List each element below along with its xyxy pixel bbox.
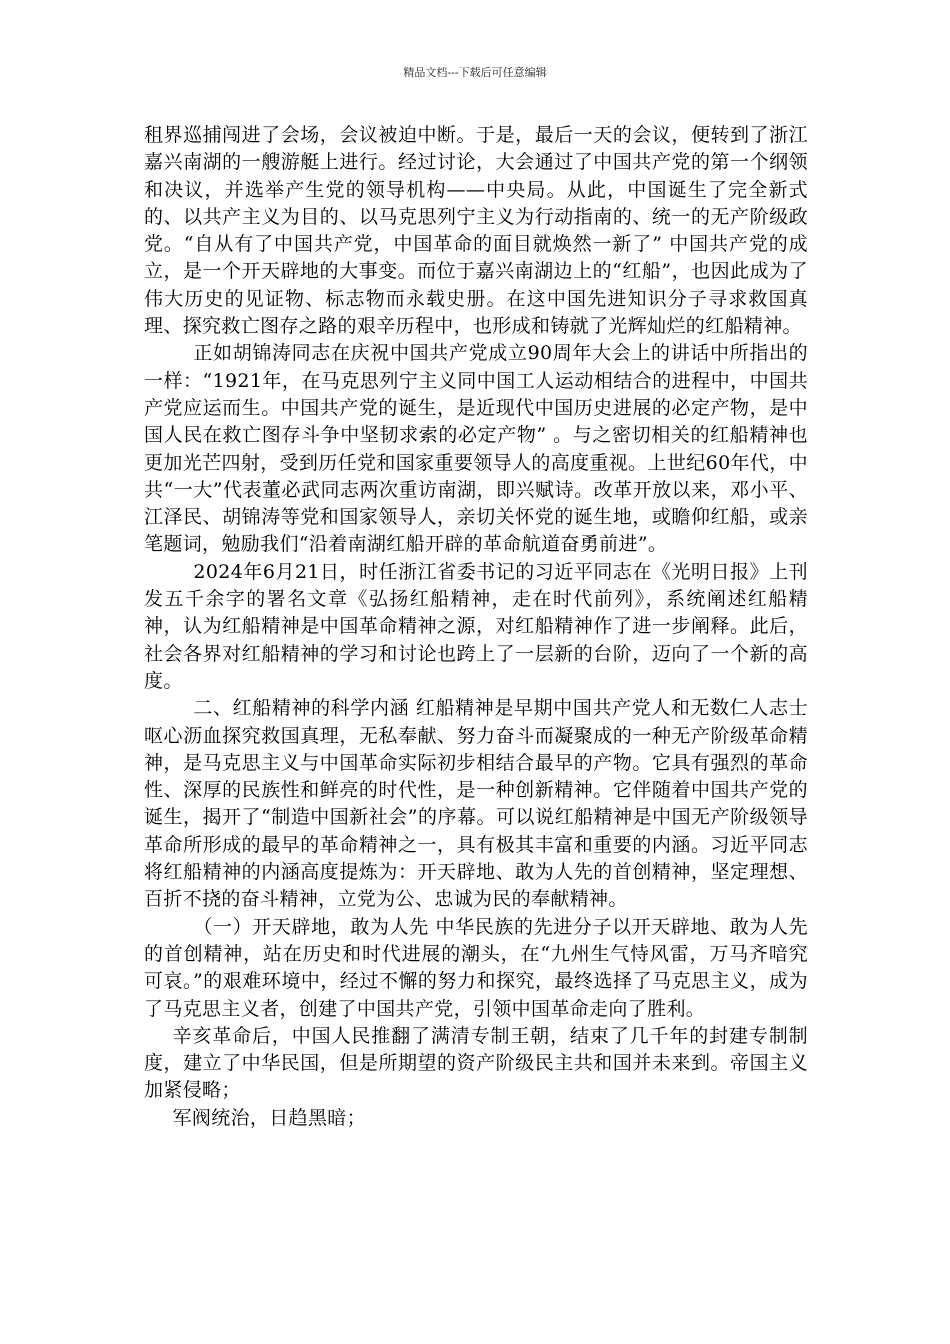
paragraph-7: 军阀统治，日趋黑暗； (172, 1106, 367, 1129)
paragraph-1: 租界巡捕闯进了会场，会议被迫中断。于是，最后一天的会议，便转到了浙江嘉兴南湖的一艘游艇上进行。经过讨论，大会通过了中国共产党的第一个纲领和决议，并选举产生党的领导机构——中央局。从此，中国诞生了完全新式的、以共产主义为目的、以马克思列宁主义为行动指南的、统一的无产阶级政党。“自从有了中国共产党，中国革命的面目就焕然一新了” 中国共产党的成立，是一个开天辟地的大事变。而位于嘉兴南湖边上的“红船”，也因此成为了伟大历史的见证物、标志物而永载史册。在这中国先进知识分子寻求救国真理、探究救亡图存之路的艰辛历程中，也形成和铸就了光辉灿烂的红船精神。 (144, 124, 808, 338)
page-header: 精品文档---下载后可任意编辑 (403, 66, 547, 79)
paragraph-3: 2024年6月21日，时任浙江省委书记的习近平同志在《光明日报》上刊发五千余字的署名文章《弘扬红船精神，走在时代前列》，系统阐述红船精神，认为红船精神是中国革命精神之源，对红船精神作了进一步阐释。此后，社会各界对红船精神的学习和讨论也跨上了一层新的台阶，迈向了一个新的高度。 (144, 560, 808, 692)
paragraph-5: （一）开天辟地，敢为人先 中华民族的先进分子以开天辟地、敢为人先的首创精神，站在历史和时代进展的潮头，在“九州生气恃风雷，万马齐喑究可哀。”的艰难环境中，经过不懈的努力和探究，最终选择了马克思主义，成为了马克思主义者，创建了中国共产党，引领中国革命走向了胜利。 (144, 915, 808, 1020)
paragraph-4: 二、红船精神的科学内涵 红船精神是早期中国共产党人和无数仁人志士呕心沥血探究救国真理，无私奉献、努力奋斗而凝聚成的一种无产阶级革命精神，是马克思主义与中国革命实际初步相结合最早的产物。它具有强烈的革命性、深厚的民族性和鲜亮的时代性，是一种创新精神。它伴随着中国共产党的诞生，揭开了“制造中国新社会”的序幕。可以说红船精神是中国无产阶级领导革命所形成的最早的革命精神之一，具有极其丰富和重要的内涵。习近平同志将红船精神的内涵高度提炼为：开天辟地、敢为人先的首创精神，坚定理想、百折不挠的奋斗精神，立党为公、忠诚为民的奉献精神。 (144, 697, 808, 911)
paragraph-2: 正如胡锦涛同志在庆祝中国共产党成立90周年大会上的讲话中所指出的一样：“1921年，在马克思列宁主义同中国工人运动相结合的进程中，中国共产党应运而生。中国共产党的诞生，是近现代中国历史进展的必定产物，是中国人民在救亡图存斗争中坚韧求索的必定产物” 。与之密切相关的红船精神也更加光芒四射，受到历任党和国家重要领导人的高度重视。上世纪60年代，中共“一大”代表董必武同志两次重访南湖，即兴赋诗。改革开放以来，邓小平、江泽民、胡锦涛等党和国家领导人，亲切关怀党的诞生地，或瞻仰红船，或亲笔题词，勉励我们“沿着南湖红船开辟的革命航道奋勇前进”。 (144, 342, 808, 556)
document-body (144, 122, 808, 1132)
paragraph-6: 辛亥革命后，中国人民推翻了满清专制王朝，结束了几千年的封建专制制度，建立了中华民国，但是所期望的资产阶级民主共和国并未来到。帝国主义加紧侵略； (144, 1024, 808, 1102)
